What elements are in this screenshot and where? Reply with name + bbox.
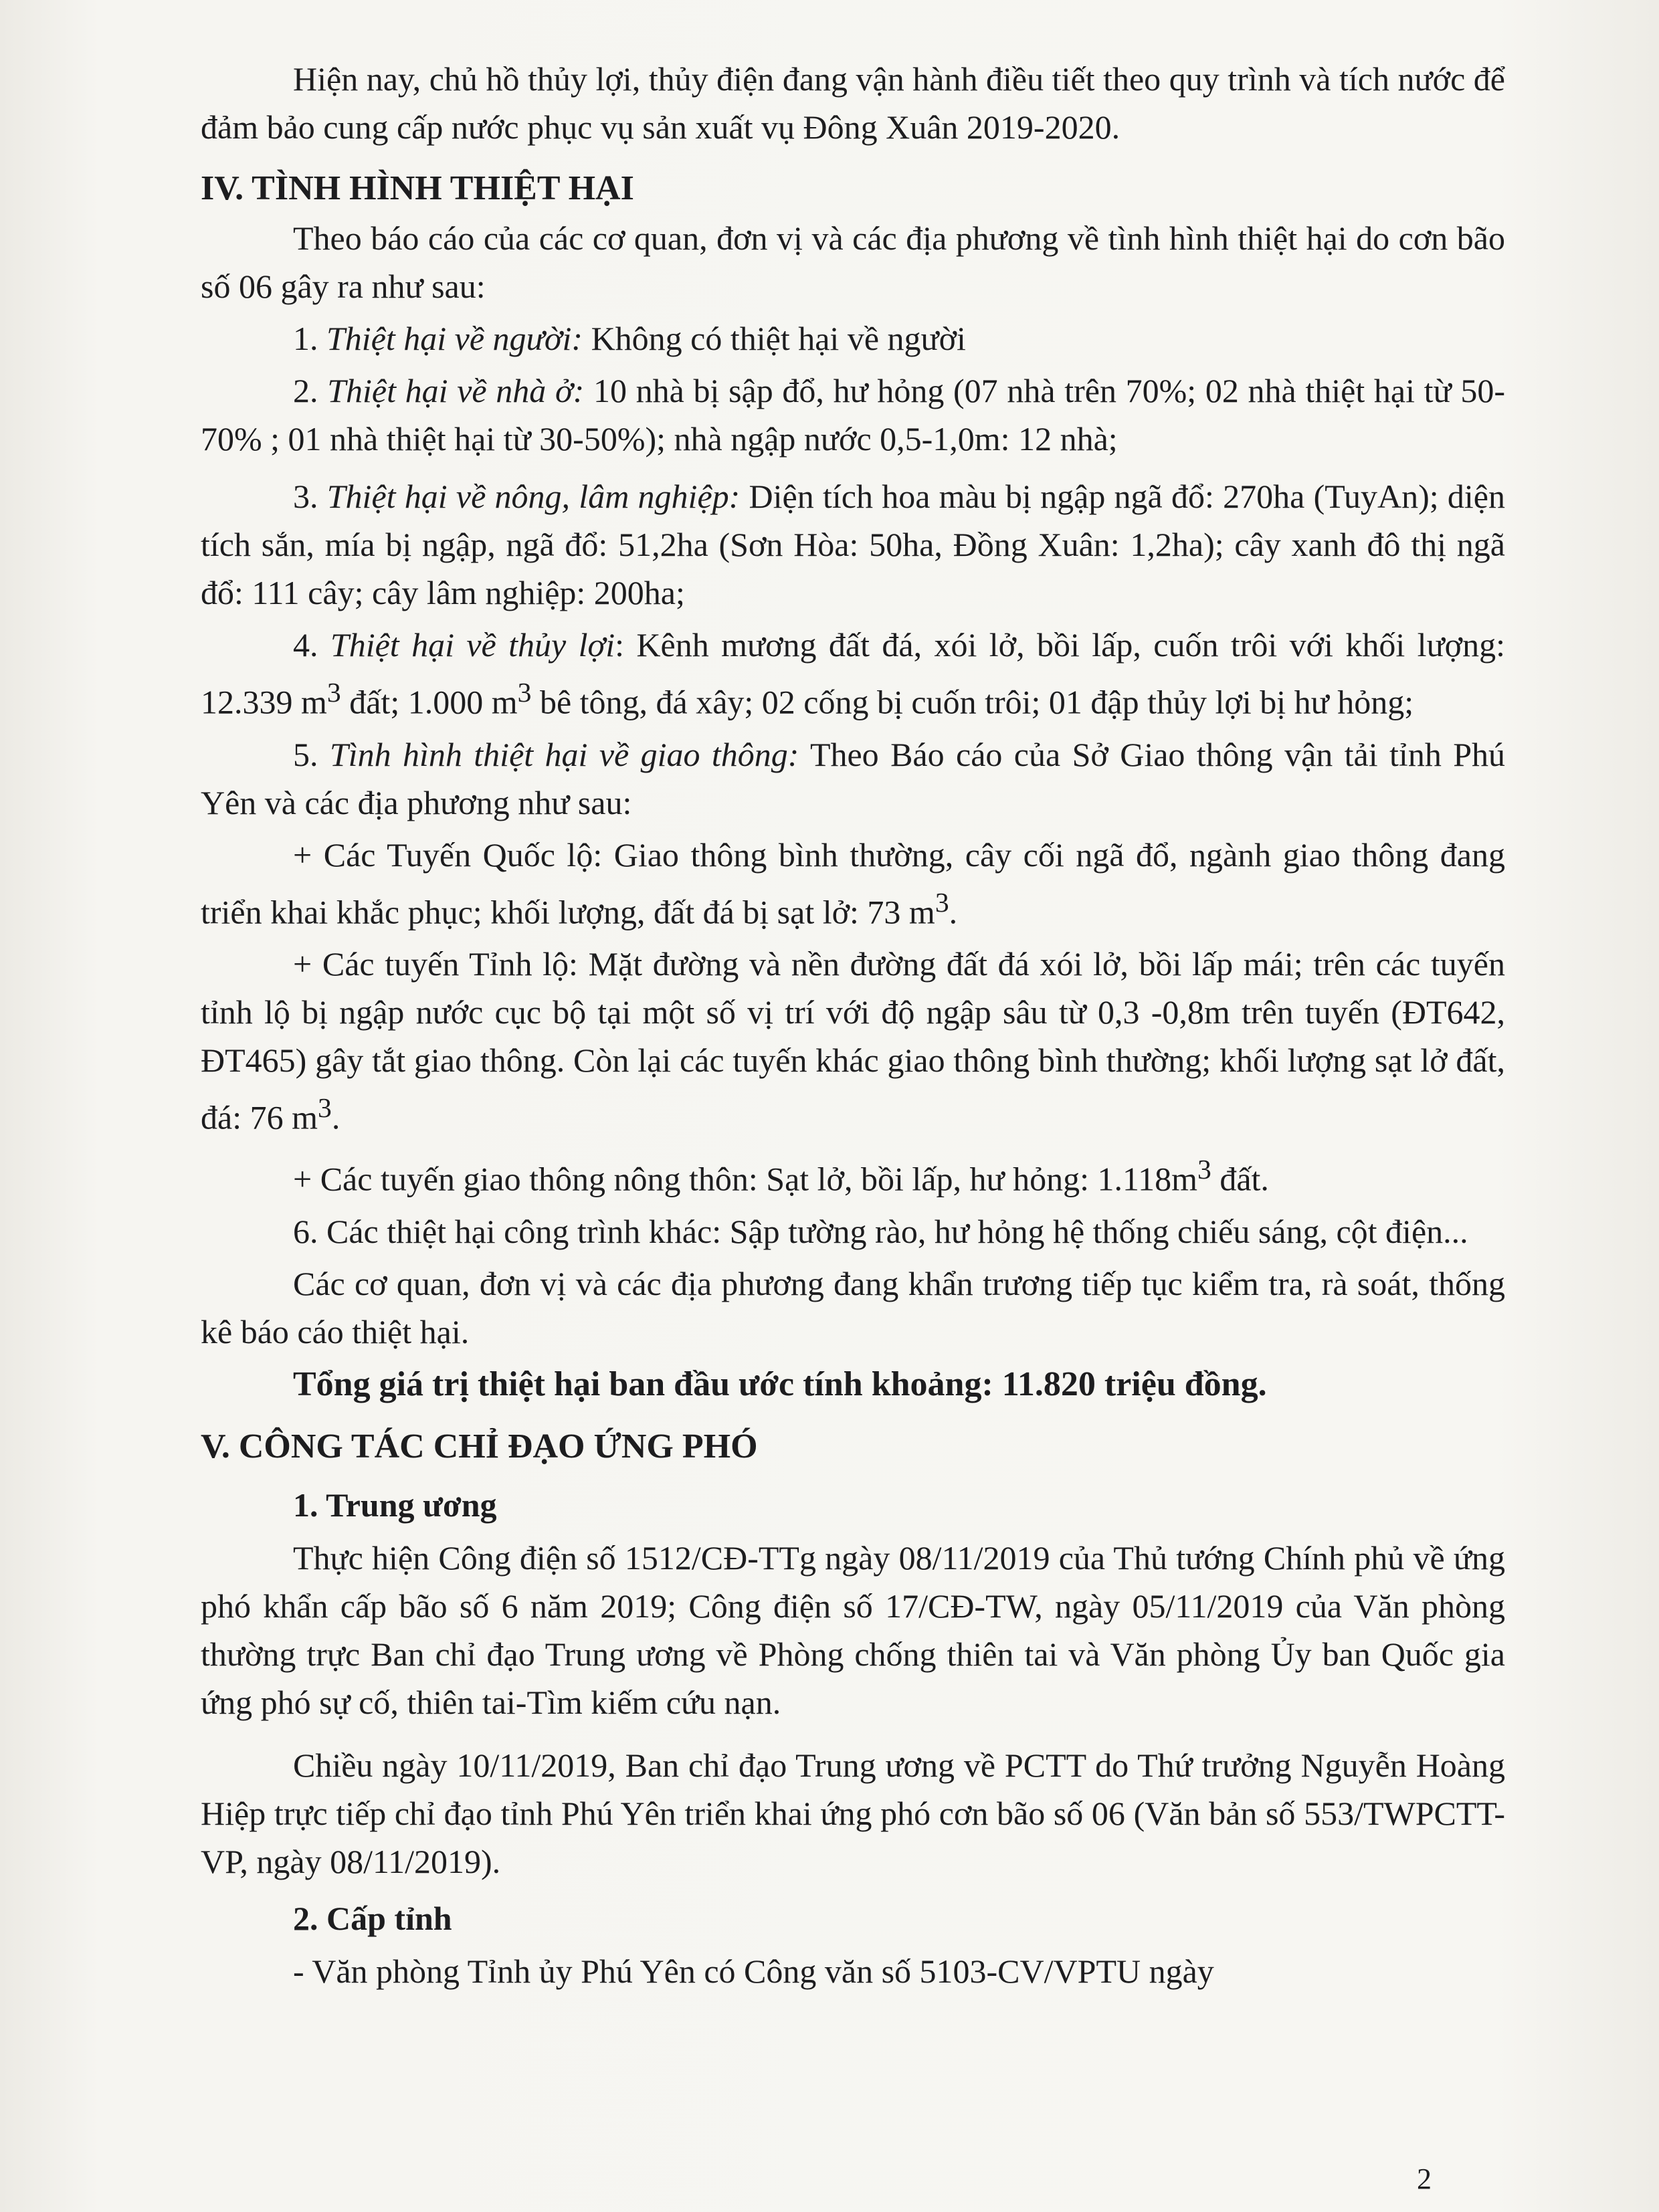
item-text: 10 nhà bị sập đổ, hư hỏng (07 nhà trên 70%; 02 nhà thiệt hại từ 50-70% ; 01 nhà thiệt hại từ 30-50%); nhà ngập nước 0,5-1,0m: 12 nhà; — [201, 372, 1505, 458]
section-5-heading: V. CÔNG TÁC CHỈ ĐẠO ỨNG PHÓ — [201, 1427, 758, 1466]
central-paragraph-2: Chiều ngày 10/11/2019, Ban chỉ đạo Trung ương về PCTT do Thứ trưởng Nguyễn Hoàng Hiệp trực tiếp chỉ đạo tỉnh Phú Yên triển khai ứng phó cơn bão số 06 (Văn bản số 553/TWPCTT-VP, ngày 08/11/2019). — [201, 1746, 1505, 1880]
item-text: bê tông, đá xây; 02 cống bị cuốn trôi; 01 đập thủy lợi bị hư hỏng; — [531, 683, 1414, 721]
intro-paragraph: Hiện nay, chủ hồ thủy lợi, thủy điện đang vận hành điều tiết theo quy trình và tích nước để đảm bảo cung cấp nước phục vụ sản xuất vụ Đông Xuân 2019-2020. — [201, 60, 1505, 146]
superscript: 3 — [935, 887, 949, 918]
superscript: 3 — [317, 1093, 332, 1124]
section-4-closing: Các cơ quan, đơn vị và các địa phương đang khẩn trương tiếp tục kiểm tra, rà soát, thống kê báo cáo thiệt hại. — [201, 1264, 1505, 1350]
damage-item-agriculture — [201, 472, 1505, 617]
subsection-central-heading: 1. Trung ương — [293, 1486, 497, 1524]
bullet-end: . — [949, 893, 958, 931]
bullet-provincial-roads — [201, 940, 1505, 1142]
bullet-national-roads — [201, 831, 1505, 936]
section-4-heading: IV. TÌNH HÌNH THIỆT HẠI — [201, 169, 634, 207]
province-paragraph: - Văn phòng Tỉnh ủy Phú Yên có Công văn số 5103-CV/VPTU ngày — [293, 1952, 1214, 1990]
damage-item-irrigation — [201, 621, 1505, 726]
section-4-lead: Theo báo cáo của các cơ quan, đơn vị và các địa phương về tình hình thiệt hại do cơn bão số 06 gây ra như sau: — [201, 219, 1505, 305]
item-number: 5. — [293, 735, 330, 773]
damage-item-other: 6. Các thiệt hại công trình khác: Sập tường rào, hư hỏng hệ thống chiếu sáng, cột điện... — [293, 1212, 1468, 1250]
damage-item-housing — [201, 367, 1505, 463]
total-damage: Tổng giá trị thiệt hại ban đầu ước tính khoảng: 11.820 triệu đồng. — [293, 1365, 1267, 1403]
bullet-rural-roads — [201, 1146, 1505, 1203]
bullet-end: . — [331, 1098, 340, 1136]
item-title: Tình hình thiệt hại về giao thông: — [329, 735, 799, 773]
damage-item-people — [201, 314, 1505, 363]
superscript: 3 — [517, 678, 532, 708]
item-number: 1. — [293, 320, 326, 357]
item-text: : Kênh mương đất đá, xói lở, bồi lấp, cuốn trôi với khối lượng: 12.339 m — [201, 626, 1506, 721]
bullet-text: + Các tuyến Tỉnh lộ: Mặt đường và nền đường đất đá xói lở, bồi lấp mái; trên các tuyến tỉnh lộ bị ngập nước cục bộ tại một số vị trí với độ ngập sâu từ 0,3 -0,8m trên tuyến (ĐT642, ĐT465) gây tắt giao thông. Còn lại các tuyến khác giao thông bình thường; khối lượng sạt lở đất, đá: 76 m — [201, 945, 1505, 1136]
item-title: Thiệt hại về người: — [326, 320, 583, 357]
central-paragraph: Thực hiện Công điện số 1512/CĐ-TTg ngày 08/11/2019 của Thủ tướng Chính phủ về ứng phó khẩn cấp bão số 6 năm 2019; Công điện số 17/CĐ-TW, ngày 05/11/2019 của Văn phòng thường trực Ban chỉ đạo Trung ương về Phòng chống thiên tai và Văn phòng Ủy ban Quốc gia ứng phó sự cố, thiên tai-Tìm kiếm cứu nạn. — [201, 1538, 1505, 1721]
item-number: 4. — [293, 626, 330, 664]
item-number: 2. — [293, 372, 328, 409]
item-title: Thiệt hại về nông, lâm nghiệp: — [326, 478, 741, 515]
item-title: Thiệt hại về nhà ở: — [327, 372, 585, 409]
item-number: 3. — [293, 478, 327, 515]
damage-item-transport — [201, 730, 1505, 827]
subsection-province-heading: 2. Cấp tỉnh — [293, 1899, 452, 1937]
page-number: 2 — [1417, 2163, 1432, 2195]
item-text: Theo Báo cáo của Sở Giao thông vận tải tỉnh Phú Yên và các địa phương như sau: — [201, 735, 1506, 821]
item-text: Không có thiệt hại về người — [583, 320, 966, 357]
item-title: Thiệt hại về thủy lợi — [330, 626, 615, 664]
superscript: 3 — [1197, 1154, 1211, 1185]
superscript: 3 — [326, 678, 341, 708]
item-text: đất; 1.000 m — [340, 683, 518, 721]
bullet-end: đất. — [1211, 1160, 1269, 1198]
bullet-text: + Các Tuyến Quốc lộ: Giao thông bình thường, cây cối ngã đổ, ngành giao thông đang triển khai khắc phục; khối lượng, đất đá bị sạt lở: 73 m — [201, 835, 1505, 931]
item-text: Diện tích hoa màu bị ngập ngã đổ: 270ha (TuyAn); diện tích sắn, mía bị ngập, ngã đổ: 51,2ha (Sơn Hòa: 50ha, Đồng Xuân: 1,2ha); cây xanh đô thị ngã đổ: 111 cây; cây lâm nghiệp: 200ha; — [201, 478, 1506, 611]
bullet-text: + Các tuyến giao thông nông thôn: Sạt lở, bồi lấp, hư hỏng: 1.118m — [293, 1160, 1198, 1198]
